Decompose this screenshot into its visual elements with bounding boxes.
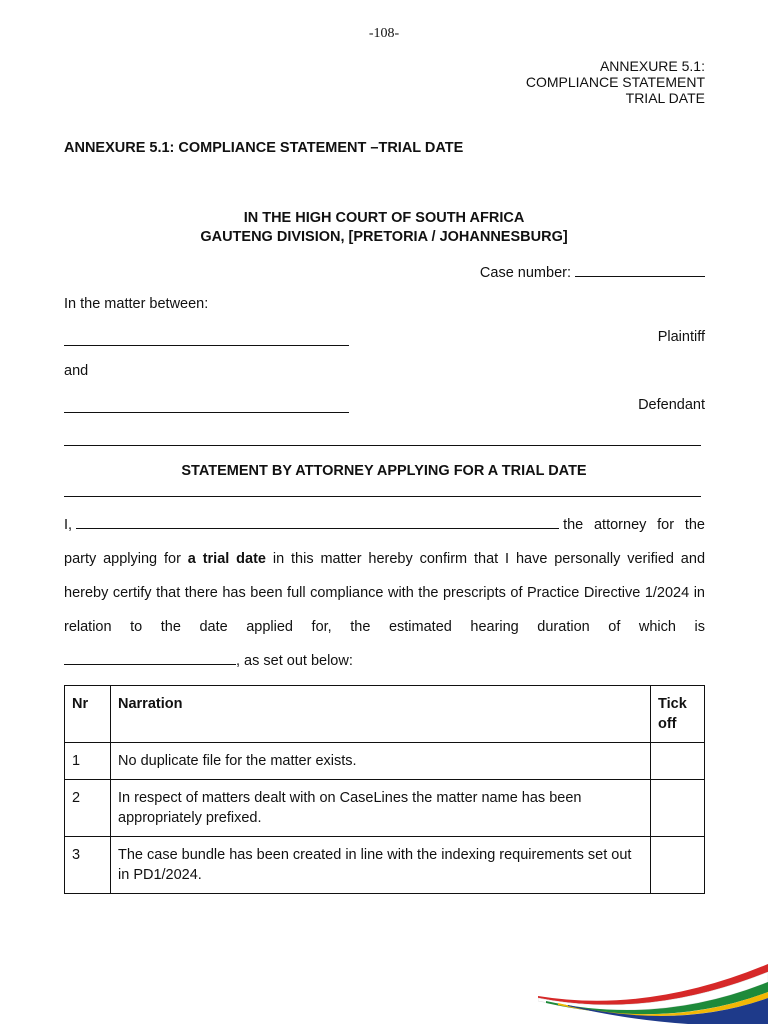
- row-tick-cell[interactable]: [651, 780, 705, 837]
- header-tick-off: Tick off: [651, 686, 705, 743]
- annexure-title: ANNEXURE 5.1: COMPLIANCE STATEMENT –TRIAL DATE: [64, 140, 464, 156]
- certification-paragraph: [64, 508, 705, 678]
- running-header: [526, 58, 705, 106]
- header-narration: Narration: [111, 686, 651, 743]
- defendant-label: Defendant: [638, 397, 705, 413]
- plaintiff-name-blank[interactable]: [64, 345, 349, 346]
- divider-bottom: [64, 496, 701, 497]
- header-nr: Nr: [65, 686, 111, 743]
- header-line-2: COMPLIANCE STATEMENT: [525, 74, 705, 90]
- matter-between: In the matter between:: [64, 296, 209, 312]
- row-nr: 2: [65, 780, 111, 837]
- row-tick-cell[interactable]: [651, 743, 705, 780]
- header-line-1: ANNEXURE 5.1:: [599, 58, 705, 74]
- case-number-row: [480, 262, 705, 281]
- case-number-blank[interactable]: [575, 262, 705, 277]
- court-heading: [0, 209, 768, 247]
- table-row: [65, 837, 705, 894]
- para-part-4: , as set out below:: [236, 653, 353, 669]
- row-nr: 3: [65, 837, 111, 894]
- compliance-table: [64, 685, 705, 894]
- para-bold-trial-date: a trial date: [187, 551, 266, 567]
- table-header-row: [65, 686, 705, 743]
- court-line-1: IN THE HIGH COURT OF SOUTH AFRICA: [243, 210, 525, 226]
- court-line-2: GAUTENG DIVISION, [PRETORIA / JOHANNESBURG]: [200, 229, 568, 245]
- table-row: [65, 780, 705, 837]
- row-tick-cell[interactable]: [651, 837, 705, 894]
- attorney-name-blank[interactable]: [76, 514, 559, 529]
- duration-blank[interactable]: [64, 650, 236, 665]
- flag-swoosh-icon: [538, 954, 768, 1024]
- divider-top: [64, 445, 701, 446]
- para-part-2: the attorney for the party applying for: [64, 517, 705, 567]
- row-narration: In respect of matters dealt with on CaseLines the matter name has been appropriately prefixed.: [111, 780, 651, 837]
- statement-title: STATEMENT BY ATTORNEY APPLYING FOR A TRIAL DATE: [181, 463, 587, 479]
- row-narration: No duplicate file for the matter exists.: [111, 743, 651, 780]
- para-intro: I,: [64, 517, 73, 533]
- case-number-label: Case number:: [479, 265, 571, 281]
- para-part-3: in this matter hereby confirm that I have personally verified and hereby certify that there has been full compliance with the prescripts of Practice Directive 1/2024 in relation to the date applied for, the estimated hearing duration of which is: [64, 551, 706, 635]
- row-nr: 1: [65, 743, 111, 780]
- defendant-name-blank[interactable]: [64, 412, 349, 413]
- and-label: and: [64, 363, 89, 379]
- header-line-3: TRIAL DATE: [625, 90, 705, 106]
- plaintiff-label: Plaintiff: [657, 329, 705, 345]
- row-narration: The case bundle has been created in line with the indexing requirements set out in PD1/2024.: [111, 837, 651, 894]
- page-number: -108-: [368, 26, 400, 41]
- table-row: [65, 743, 705, 780]
